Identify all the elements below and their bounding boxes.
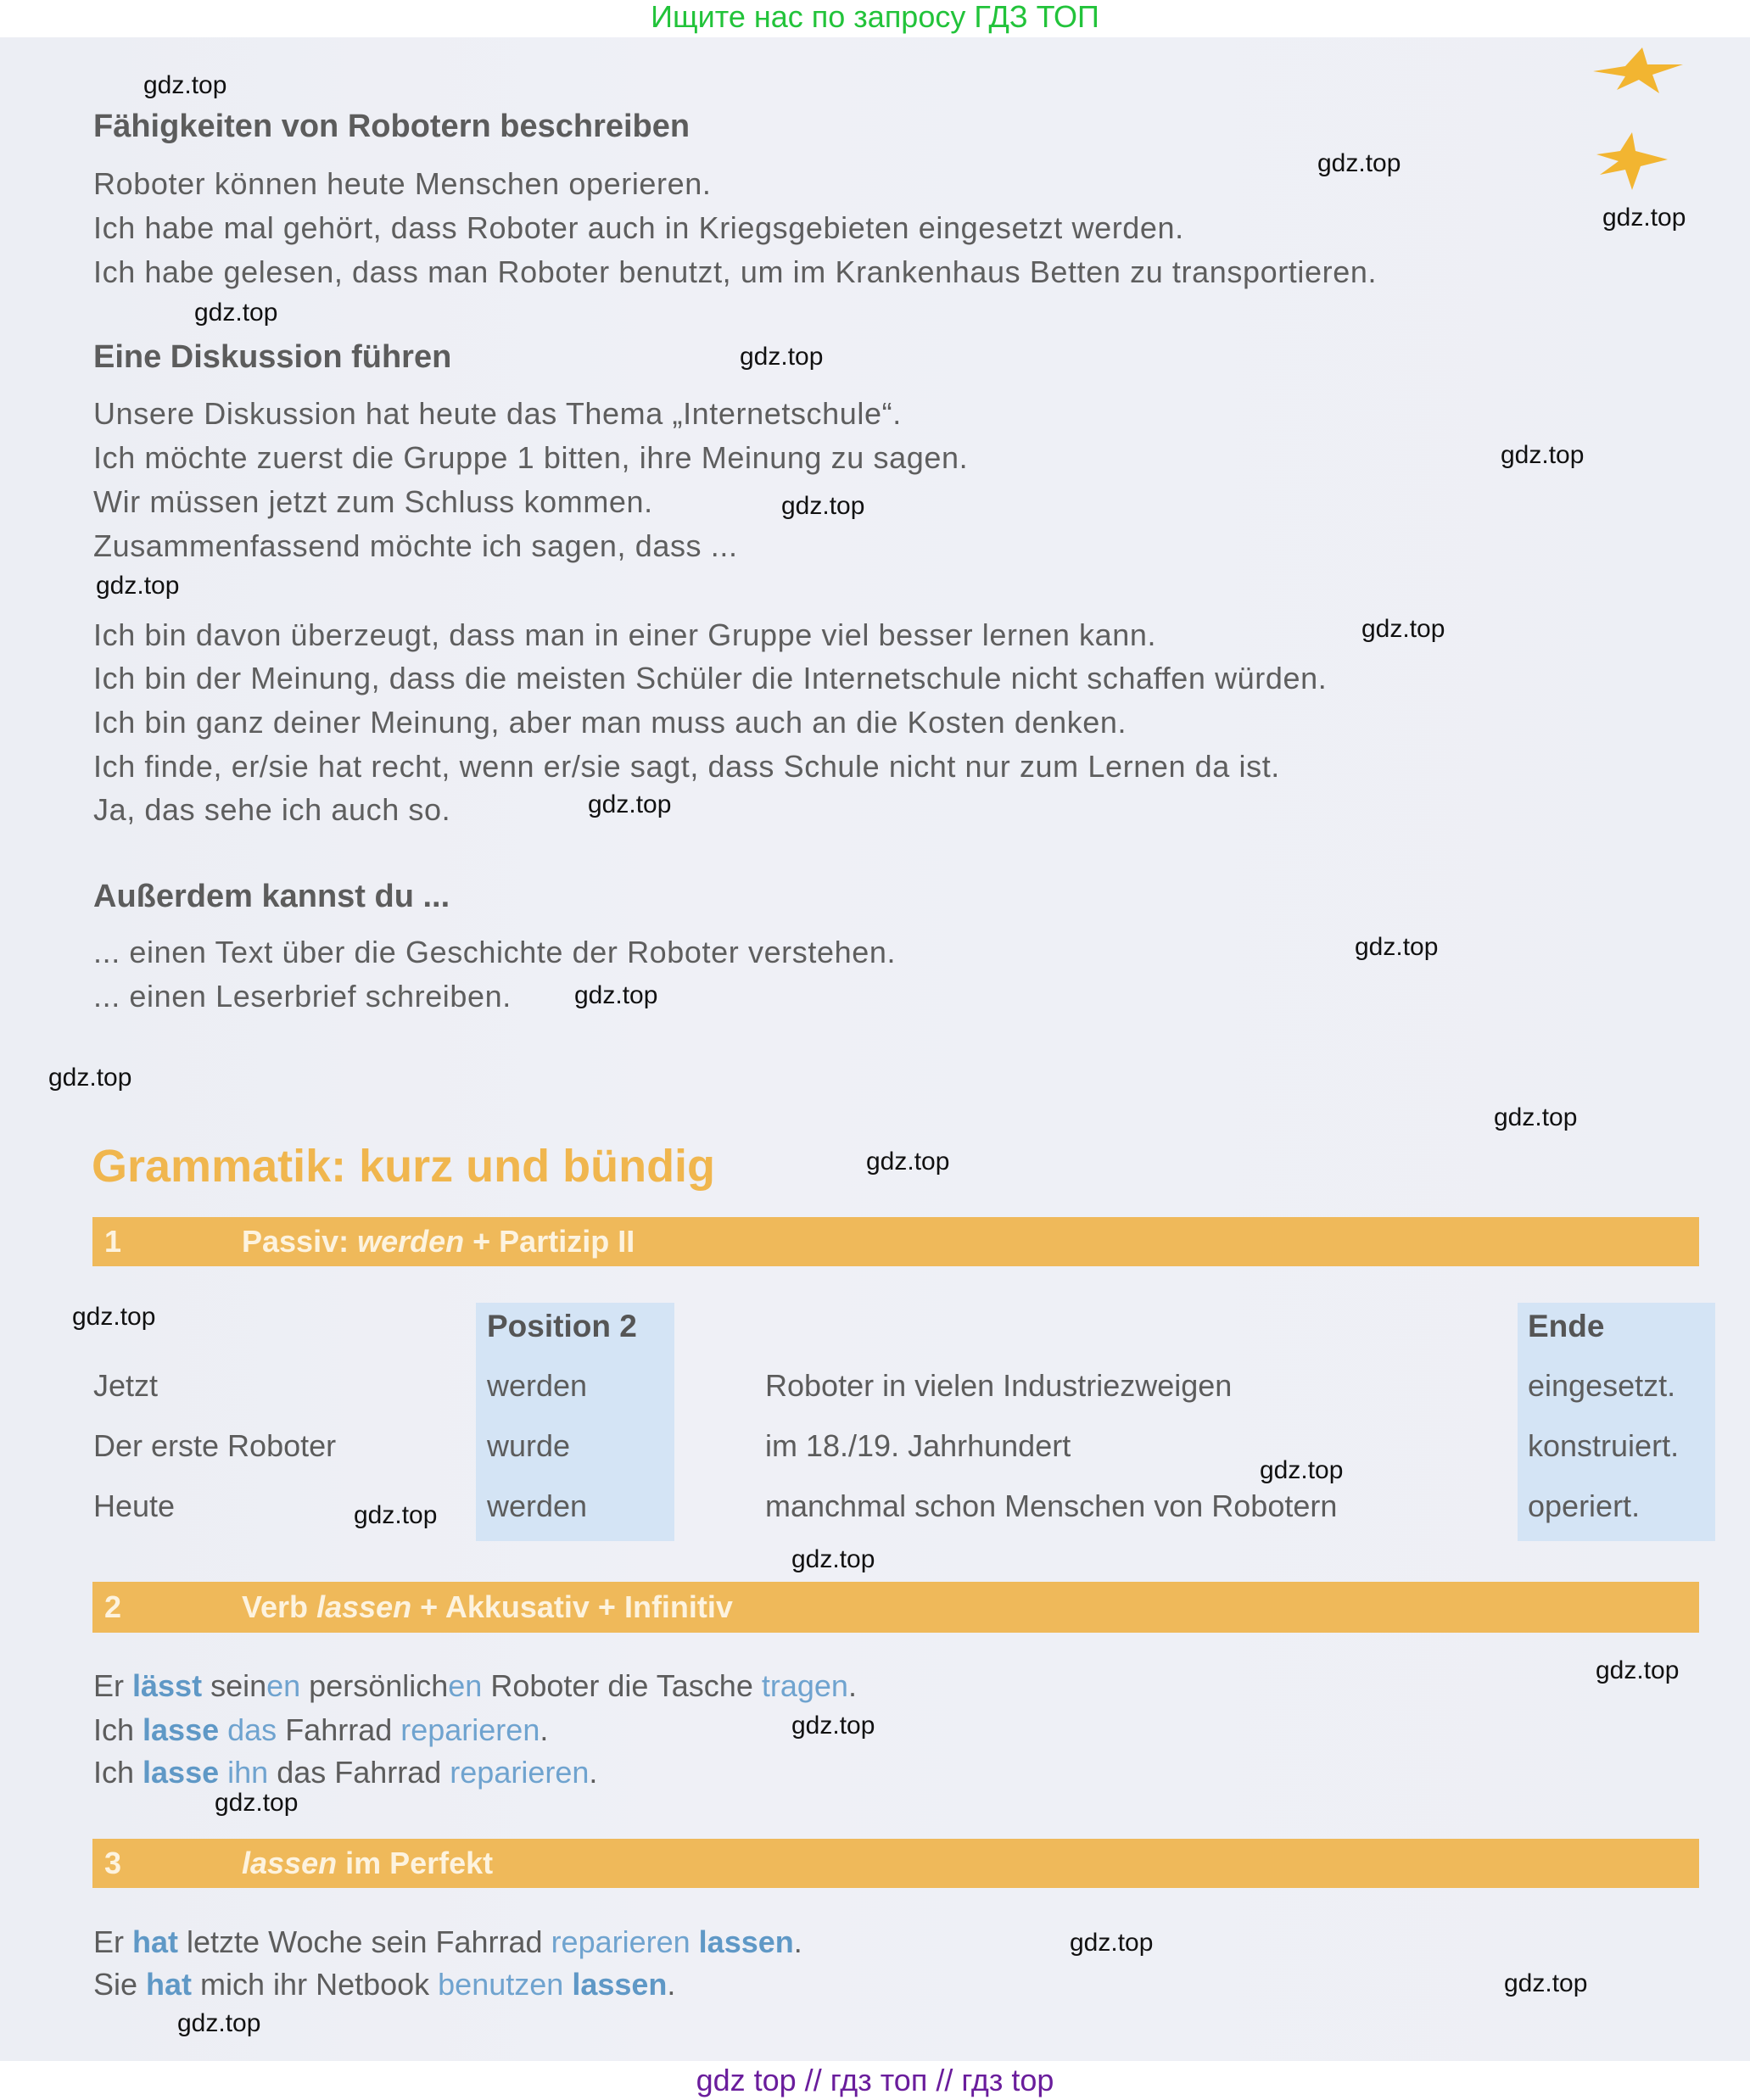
example-sentence (93, 1668, 857, 1704)
star-icon (1593, 132, 1669, 192)
watermark: gdz.top (1260, 1456, 1344, 1484)
title-part: + Akkusativ + Infinitiv (411, 1589, 733, 1624)
text-line: Ich habe mal gehört, dass Roboter auch in Kriegsgebieten eingesetzt werden. (93, 210, 1184, 245)
watermark: gdz.top (791, 1712, 875, 1740)
watermark: gdz.top (354, 1501, 438, 1529)
highlight-word: en (266, 1668, 301, 1703)
title-italic: lassen (316, 1589, 412, 1624)
highlight-word: benutzen (438, 1967, 564, 2002)
highlight-word: reparieren (450, 1755, 590, 1790)
table-cell-end: operiert. (1528, 1488, 1641, 1523)
star-icon (1591, 46, 1685, 97)
header-position-2: Position 2 (487, 1309, 637, 1343)
watermark: gdz.top (1355, 933, 1439, 961)
grammar-section-3-bar (92, 1839, 1699, 1888)
title-part: Verb (242, 1589, 317, 1624)
grammar-section-2-bar (92, 1582, 1699, 1633)
watermark: gdz.top (72, 1303, 156, 1331)
text-line: Unsere Diskussion hat heute das Thema „Internetschule“. (93, 396, 902, 431)
section-title (242, 1582, 733, 1633)
sentence-text: persönlich (300, 1668, 449, 1703)
sentence-text (690, 1924, 699, 1959)
table-cell-end: konstruiert. (1528, 1428, 1680, 1463)
opinion-line: Ja, das sehe ich auch so. (93, 792, 451, 827)
title-part: im Perfekt (337, 1846, 494, 1880)
highlight-verb: lassen (572, 1967, 668, 2002)
sentence-text: das Fahrrad (268, 1755, 450, 1790)
watermark: gdz.top (96, 572, 180, 600)
sentence-text: . (540, 1712, 549, 1747)
text-line: ... einen Leserbrief schreiben. (93, 979, 512, 1014)
watermark: gdz.top (1317, 149, 1401, 177)
example-sentence (93, 1967, 675, 2002)
section-title (242, 1839, 493, 1888)
section-number: 2 (104, 1589, 122, 1624)
top-banner: Ищите нас по запросу ГДЗ ТОП (0, 0, 1750, 37)
highlight-verb: lässt (132, 1668, 203, 1703)
watermark: gdz.top (1596, 1656, 1680, 1684)
watermark: gdz.top (574, 981, 658, 1009)
section-title (242, 1217, 635, 1266)
watermark: gdz.top (1070, 1929, 1154, 1957)
text-line: Ich möchte zuerst die Gruppe 1 bitten, ihre Meinung zu sagen. (93, 440, 969, 475)
highlight-verb: lasse (143, 1712, 220, 1747)
sentence-text: sein (202, 1668, 267, 1703)
section-heading-diskussion: Eine Diskussion führen (93, 339, 452, 375)
section-heading-faehigkeiten: Fähigkeiten von Robotern beschreiben (93, 109, 690, 144)
watermark: gdz.top (791, 1545, 875, 1573)
watermark: gdz.top (781, 492, 865, 520)
opinion-line: Ich bin der Meinung, dass die meisten Schüler die Internetschule nicht schaffen würden. (93, 661, 1328, 695)
sentence-text: Roboter die Tasche (482, 1668, 762, 1703)
opinion-line: Ich bin davon überzeugt, dass man in einer Gruppe viel besser lernen kann. (93, 617, 1157, 652)
text-line: ... einen Text über die Geschichte der Roboter verstehen. (93, 935, 897, 969)
sentence-text: . (589, 1755, 598, 1790)
highlight-verb: hat (146, 1967, 193, 2002)
sentence-text (219, 1712, 227, 1747)
watermark: gdz.top (1501, 441, 1585, 469)
title-part: + Partizip II (464, 1224, 635, 1259)
watermark: gdz.top (143, 71, 227, 99)
watermark: gdz.top (1361, 615, 1445, 643)
table-cell-end: eingesetzt. (1528, 1368, 1676, 1403)
sentence-text: . (667, 1967, 676, 2002)
highlight-word: das (227, 1712, 277, 1747)
highlight-verb: lassen (698, 1924, 794, 1959)
sentence-text: Ich (93, 1755, 143, 1790)
example-sentence (93, 1712, 548, 1748)
title-italic: lassen (242, 1846, 338, 1880)
table-cell-verb: werden (487, 1368, 588, 1403)
sentence-text (219, 1755, 227, 1790)
table-cell-middle: manchmal schon Menschen von Robotern (765, 1488, 1338, 1523)
opinion-line: Ich bin ganz deiner Meinung, aber man muss auch an die Kosten denken. (93, 705, 1127, 740)
sentence-text: Er (93, 1668, 133, 1703)
watermark: gdz.top (740, 343, 824, 371)
watermark: gdz.top (866, 1148, 950, 1176)
watermark: gdz.top (1504, 1969, 1588, 1997)
table-cell-start: Der erste Roboter (93, 1428, 337, 1463)
grammar-title: Grammatik: kurz und bündig (92, 1141, 716, 1192)
watermark: gdz.top (588, 790, 672, 818)
example-sentence (93, 1755, 597, 1790)
section-number: 3 (104, 1846, 122, 1880)
highlight-word: tragen (761, 1668, 848, 1703)
header-ende: Ende (1528, 1309, 1605, 1343)
highlight-word: reparieren (551, 1924, 690, 1959)
table-cell-middle: Roboter in vielen Industriezweigen (765, 1368, 1233, 1403)
sentence-text: Sie (93, 1967, 147, 2002)
table-cell-verb: wurde (487, 1428, 571, 1463)
example-sentence (93, 1924, 802, 1960)
section-heading-ausserdem: Außerdem kannst du ... (93, 879, 450, 914)
highlight-verb: lasse (143, 1755, 220, 1790)
watermark: gdz.top (1494, 1103, 1578, 1131)
opinion-line: Ich finde, er/sie hat recht, wenn er/sie sagt, dass Schule nicht nur zum Lernen da ist. (93, 749, 1280, 784)
text-line: Wir müssen jetzt zum Schluss kommen. (93, 484, 653, 519)
highlight-verb: hat (132, 1924, 179, 1959)
text-line: Zusammenfassend möchte ich sagen, dass ... (93, 528, 738, 563)
text-line: Ich habe gelesen, dass man Roboter benutzt, um im Krankenhaus Betten zu transportieren. (93, 254, 1378, 289)
highlight-word: en (448, 1668, 483, 1703)
title-italic: werden (357, 1224, 465, 1259)
sentence-text: Fahrrad (277, 1712, 401, 1747)
bottom-banner: gdz top // гдз топ // гдз top (0, 2061, 1750, 2100)
table-cell-start: Jetzt (93, 1368, 159, 1403)
watermark: gdz.top (215, 1789, 299, 1817)
watermark: gdz.top (48, 1064, 132, 1092)
text-line: Roboter können heute Menschen operieren. (93, 166, 712, 201)
title-part: Passiv: (242, 1224, 358, 1259)
sentence-text: . (847, 1668, 857, 1703)
sentence-text: . (793, 1924, 802, 1959)
highlight-word: ihn (227, 1755, 269, 1790)
sentence-text: Er (93, 1924, 133, 1959)
section-number: 1 (104, 1224, 122, 1259)
sentence-text: letzte Woche sein Fahrrad (178, 1924, 551, 1959)
grammar-section-1-bar (92, 1217, 1699, 1266)
table-cell-start: Heute (93, 1488, 176, 1523)
table-cell-verb: werden (487, 1488, 588, 1523)
sentence-text: Ich (93, 1712, 143, 1747)
sentence-text: mich ihr Netbook (192, 1967, 439, 2002)
highlight-word: reparieren (400, 1712, 540, 1747)
sentence-text (563, 1967, 572, 2002)
watermark: gdz.top (1602, 204, 1686, 232)
table-cell-middle: im 18./19. Jahrhundert (765, 1428, 1071, 1463)
watermark: gdz.top (194, 299, 278, 327)
watermark: gdz.top (177, 2009, 261, 2037)
